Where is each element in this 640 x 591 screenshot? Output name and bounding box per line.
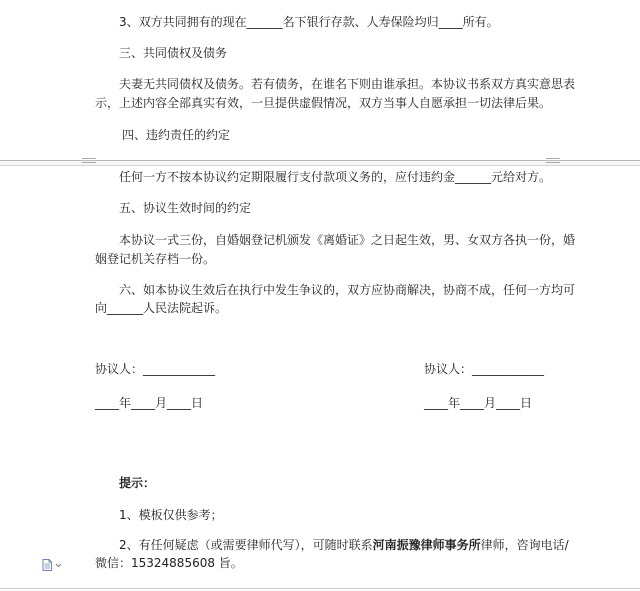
right-signature-date: ____年____月____日 [424,396,533,410]
clause-3-suffix: 所有。 [462,15,499,29]
tips-item-2-suffix: 律师，咨询电话/ [480,538,569,552]
clause-3-prefix: 3、双方共同拥有的现在 [119,15,247,29]
page-break [0,160,640,166]
tips-item-2-line-2: 微信：15324885608 旨。 [95,556,243,570]
dispute-blank-court: ______ [107,301,144,315]
debt-paragraph-line-1: 夫妻无共同债权及债务。若有债务，在谁名下则由谁承担。本协议书系双方真实意思表 [119,77,576,91]
left-party-signature: 协议人：____________ [95,362,216,376]
effect-heading: 五、协议生效时间的约定 [119,201,252,215]
left-signature-date: ____年____月____日 [95,396,204,410]
breach-prefix: 任何一方不按本协议约定期限履行支付款项义务的，应付违约金 [119,170,456,184]
effect-paragraph-line-2: 姻登记机关存档一份。 [95,252,216,266]
crop-mark-right [546,158,560,163]
clause-3-middle: 名下银行存款、人寿保险均归 [282,15,439,29]
crop-mark-left [82,158,96,163]
breach-suffix: 元给对方。 [491,170,552,184]
right-party-signature: 协议人：____________ [424,362,545,376]
dispute-suffix: 人民法院起诉。 [143,301,228,315]
dispute-paragraph-line-2 [95,301,227,315]
breach-blank-amount: ______ [455,170,492,184]
clause-3-blank-recipient: ____ [438,15,463,29]
tips-item-2-line-1 [119,538,569,552]
tips-item-2-prefix: 2、有任何疑虑（或需要律师代写），可随时联系 [119,538,373,552]
debt-heading: 三、共同债权及债务 [119,46,228,60]
bottom-page-edge [0,588,640,589]
breach-heading: 四、违约责任的约定 [122,128,231,142]
tips-heading: 提示： [119,476,156,490]
clause-3-line [119,15,499,29]
breach-line [119,170,551,184]
dispute-paragraph-line-1: 六、如本协议生效后在执行中发生争议的，双方应协商解决，协商不成，任何一方均可 [119,283,576,297]
tips-item-1: 1、模板仅供参考； [119,508,223,522]
document-icon[interactable] [42,556,64,568]
effect-paragraph-line-1: 本协议一式三份，自婚姻登记机颁发《离婚证》之日起生效，男、女双方各执一份，婚 [119,233,576,247]
clause-3-blank-owner: ______ [246,15,283,29]
debt-paragraph-line-2: 示，上述内容全部真实有效，一旦提供虚假情况，双方当事人自愿承担一切法律后果。 [95,96,552,110]
law-firm-name: 河南振豫律师事务所 [372,538,481,552]
dispute-prefix: 向 [95,301,108,315]
